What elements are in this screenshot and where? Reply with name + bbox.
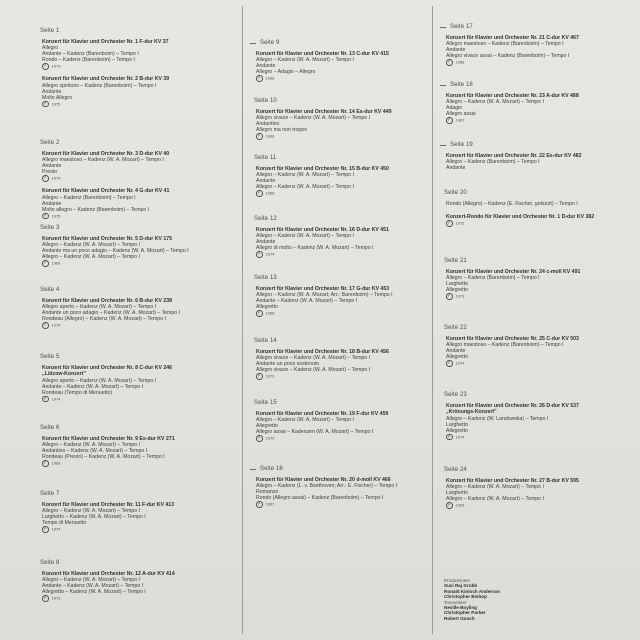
movement-line: Andante – Kadenz (W. A. Mozart) – Tempo I: [256, 298, 358, 305]
concerto-title: Konzert für Klavier und Orchester Nr. 20 d-moll KV 466: [256, 477, 391, 483]
side-marker: [440, 145, 446, 146]
movement-line: Allegro – Kadenz (W. A. Mozart) – Tempo I: [42, 242, 140, 249]
movement-line: Allegro – Kadenz (W. A. Mozart) – Tempo I: [256, 184, 354, 191]
movement-line: Larghetto: [446, 490, 468, 497]
year-value: 1967: [265, 501, 275, 507]
side-label: Seite 8: [40, 560, 60, 566]
concerto-entry: [42, 436, 234, 467]
movement-line: Allegretto: [446, 287, 468, 294]
recording-year: [256, 435, 426, 442]
movement-line: Allegro – Kadenz (W. A. Mozart) – Tempo I: [42, 508, 140, 515]
movement-line: Allegro spiritoso – Kadenz (Barenboim) – Tempo I: [42, 82, 157, 89]
movement-line: Andante: [446, 165, 466, 172]
recording-year: [256, 501, 426, 508]
movement-line: Allegro – Kadenz (W. A. Mozart; Arr.: Barenboim) – Tempo I: [256, 292, 393, 299]
recording-year: [256, 133, 426, 140]
recording-year: [446, 434, 636, 441]
concerto-entry: [446, 214, 636, 227]
side-label: Seite 6: [40, 425, 60, 431]
year-value: 1974: [51, 396, 61, 402]
recording-year: [446, 117, 636, 124]
year-value: 1974: [51, 322, 61, 328]
side-marker: [440, 27, 446, 28]
producers-label: Produzenten: [444, 578, 471, 583]
year-value: 1974: [51, 526, 61, 532]
year-value: 1974: [455, 360, 465, 366]
movement-line: Romanze: [256, 489, 279, 496]
phonogram-icon: P: [42, 101, 49, 108]
movement-line: Rondo – Kadenz (Barenboim) – Tempo I: [42, 57, 135, 64]
movement-line: Andante – Kadenz (W. A. Mozart) – Tempo I: [42, 383, 144, 390]
producer-name: Christopher Bishop: [444, 594, 487, 600]
recording-year: [42, 460, 234, 467]
concerto-title: Konzert für Klavier und Orchester Nr. 23 A-dur KV 488: [446, 93, 579, 99]
movement-line: Presto: [42, 169, 57, 176]
concerto-entry: [446, 403, 636, 440]
movement-line: Allegro maestoso – Kadenz (W. A. Mozart) – Tempo I: [42, 157, 164, 164]
side-label: Seite 5: [40, 354, 60, 360]
phonogram-icon: P: [42, 526, 49, 533]
side-label: Seite 22: [444, 325, 467, 331]
movement-line: Allegro vivace – Kadenz (W. A. Mozart) – Tempo I: [256, 115, 371, 122]
movement-line: Molto allegro – Kadenz (Barenboim) – Tempo I: [42, 206, 150, 213]
concerto-entry: [256, 166, 426, 197]
phonogram-icon: P: [256, 435, 263, 442]
concerto-entry: [256, 477, 426, 508]
movement-line: Allegro: [42, 45, 59, 52]
movement-line: Andante – Kadenz (Barenboim) – Tempo I: [42, 51, 139, 58]
concerto-title: Konzert für Klavier und Orchester Nr. 16 D-dur KV 451: [256, 227, 389, 233]
movement-line: Allegro di molto – Kadenz (W. A. Mozart) – Tempo I: [256, 245, 374, 252]
phonogram-icon: P: [256, 133, 263, 140]
movement-line: Allegretto: [256, 304, 278, 311]
concerto-title: Konzert für Klavier und Orchester Nr. 9 Es-dur KV 271: [42, 436, 175, 442]
phonogram-icon: P: [446, 434, 453, 441]
movement-line: Allegro – Kadenz (W. A. Mozart) – Tempo I: [446, 496, 544, 503]
year-value: 1967: [455, 117, 465, 123]
concerto-entry: [42, 188, 234, 219]
recording-year: [256, 251, 426, 258]
movement-line: Allegro – Kadenz (W. A. Mozart) – Tempo I: [256, 417, 354, 424]
phonogram-icon: P: [42, 322, 49, 329]
concerto-entry: [446, 269, 636, 300]
movement-line: Allegro – Kadenz (Barenboim) – Tempo I: [446, 159, 540, 166]
concerto-entry: [42, 39, 234, 70]
movement-line: Andante: [42, 88, 62, 95]
concerto-title: Konzert für Klavier und Orchester Nr. 8 C-dur KV 246: [42, 365, 173, 371]
movement-line: Allegro – Kadenz (W. A. Mozart) – Tempo I: [42, 577, 140, 584]
recording-year: [256, 75, 426, 82]
phonogram-icon: P: [42, 595, 49, 602]
movement-line: Allegro – Kadenz (W. A. Mozart) – Tempo I: [256, 172, 354, 179]
recording-year: [42, 213, 234, 220]
year-value: 1973: [265, 373, 275, 379]
track-column-2: [250, 0, 426, 640]
side-label: Seite 10: [254, 98, 277, 104]
movement-line: Allegretto – Kadenz (W. A. Mozart) – Tempo I: [42, 589, 146, 596]
movement-line: Andante: [256, 178, 276, 185]
movement-line: Allegretto: [446, 427, 468, 434]
concerto-title: Konzert für Klavier und Orchester Nr. 21 C-dur KV 467: [446, 35, 579, 41]
side-label: Seite 21: [444, 258, 467, 264]
side-label: Seite 2: [40, 140, 60, 146]
side-marker: [250, 43, 256, 44]
recording-year: [446, 360, 636, 367]
movement-line: Allegro – Kadenz (L. v. Beethoven; Arr.: E. Fischer) – Tempo I: [256, 483, 398, 490]
concerto-nickname: „Krönungs-Konzert": [446, 409, 497, 416]
movement-line: Allegro aperto – Kadenz (W. A. Mozart) – Tempo I: [42, 377, 157, 384]
year-value: 1968: [265, 133, 275, 139]
concerto-title: Konzert für Klavier und Orchester Nr. 3 D-dur KV 40: [42, 151, 170, 157]
side-label: Seite 9: [260, 40, 280, 46]
side-label: Seite 3: [40, 225, 60, 231]
year-value: 1973: [51, 63, 61, 69]
concerto-entry: [42, 76, 234, 107]
concerto-title: Konzert für Klavier und Orchester Nr. 19 F-dur KV 459: [256, 411, 389, 417]
movement-line: Andante un poco adagio – Kadenz (W. A. Mozart) – Tempo I: [42, 310, 181, 317]
concerto-entry: [446, 336, 636, 367]
recording-year: [446, 502, 636, 509]
side-label: Seite 20: [444, 190, 467, 196]
side-label: Seite 11: [254, 155, 277, 161]
concerto-entry: [42, 298, 234, 329]
phonogram-icon: P: [256, 310, 263, 317]
concerto-entry: [256, 227, 426, 258]
movement-line: Rondeau (Presto) – Kadenz (W. A. Mozart) – Tempo I: [42, 454, 165, 461]
side-label: Seite 24: [444, 467, 467, 473]
recording-year: [42, 595, 234, 602]
movement-line: Larghetto – Kadenz (W. A. Mozart) – Tempo I: [42, 514, 146, 521]
concerto-entry: [446, 153, 636, 171]
movement-line: Allegro maestoso – Kadenz (Barenboim) – Tempo I: [446, 41, 564, 48]
year-value: 1973: [51, 595, 61, 601]
phonogram-icon: P: [256, 251, 263, 258]
movement-line: Allegro – Kadenz (W. A. Mozart) – Tempo I: [42, 254, 140, 261]
concerto-entry: [446, 93, 636, 124]
phonogram-icon: P: [446, 220, 453, 227]
side-label: Seite 23: [444, 392, 467, 398]
movement-line: Andante: [446, 47, 466, 54]
concerto-entry: [42, 502, 234, 533]
recording-year: [42, 260, 234, 267]
column-divider: [242, 6, 243, 634]
movement-line: Tempo di Menuetto: [42, 520, 87, 527]
year-value: 1974: [265, 251, 275, 257]
phonogram-icon: P: [446, 59, 453, 66]
movement-line: Allegretto: [446, 354, 468, 361]
movement-line: Rondo (Allegro) – Kadenz (E. Fischer, gekürzt) – Tempo I: [446, 201, 578, 207]
recording-year: [256, 373, 426, 380]
producer-name: Suvi Raj Grubb: [444, 583, 478, 589]
recording-year: [256, 310, 426, 317]
recording-year: [42, 101, 234, 108]
movement-line: Allegro – Kadenz (W. A. Mozart) – Tempo I: [42, 442, 140, 449]
phonogram-icon: P: [446, 117, 453, 124]
side-label: Seite 19: [450, 142, 473, 148]
side-label: Seite 15: [254, 400, 277, 406]
movement-line: Allegro vivace assai – Kadenz (Barenboim) – Tempo I: [446, 53, 570, 60]
movement-line: Andante – Kadenz (W. A. Mozart) – Tempo I: [42, 583, 144, 590]
concerto-title: Konzert für Klavier und Orchester Nr. 13 C-dur KV 415: [256, 51, 389, 57]
concerto-title: Konzert für Klavier und Orchester Nr. 17 G-dur KV 453: [256, 286, 390, 292]
concerto-nickname: „Lützow-Konzert": [42, 371, 86, 378]
track-column-3: [440, 0, 636, 640]
phonogram-icon: P: [42, 213, 49, 220]
concerto-title: Konzert für Klavier und Orchester Nr. 2 B-dur KV 39: [42, 76, 170, 83]
movement-line: Andante: [256, 63, 276, 70]
movement-line: Larghetto: [446, 421, 468, 428]
movement-line: Andantino – Kadenz (W. A. Mozart) – Tempo I: [42, 448, 148, 455]
movement-line: Allegro assai – Kadenzen (W. A. Mozart) – Tempo I: [256, 429, 374, 436]
side-label: Seite 13: [254, 275, 277, 281]
year-value: 1972: [455, 220, 465, 226]
engineer-name: Robert Gooch: [444, 615, 475, 621]
movement-line: Larghetto: [446, 281, 468, 288]
phonogram-icon: P: [446, 360, 453, 367]
side-label: Seite 17: [450, 24, 473, 30]
year-value: 1969: [51, 260, 61, 266]
phonogram-icon: P: [256, 75, 263, 82]
recording-year: [42, 63, 234, 70]
movement-line: Allegro vivace – Kadenz (W. A. Mozart) – Tempo I: [256, 367, 371, 374]
movement-line: Allegro – Kadenz (W. A. Mozart) – Tempo I: [446, 484, 544, 491]
movement-line: Allegro – Adagio – Allegro: [256, 69, 316, 76]
movement-line: Andantino: [256, 121, 280, 128]
concerto-title: Konzert für Klavier und Orchester Nr. 1 F-dur KV 37: [42, 39, 169, 45]
year-value: 1968: [265, 75, 275, 81]
movement-line: Rondo (Allegro assai) – Kadenz (Barenboim) – Tempo I: [256, 495, 384, 502]
year-value: 1968: [51, 460, 61, 466]
concerto-title: Konzert für Klavier und Orchester Nr. 22 Es-dur KV 482: [446, 153, 582, 159]
year-value: 1975: [51, 213, 61, 219]
year-value: 1974: [455, 434, 465, 440]
concerto-entry: [256, 286, 426, 317]
recording-year: [256, 190, 426, 197]
movement-line: Andante ma un poco adagio – Kadenz (W. A. Mozart) – Tempo I: [42, 248, 189, 255]
movement-line: Allegro – Kadenz (W. A. Mozart) – Tempo I: [446, 99, 544, 106]
phonogram-icon: P: [446, 502, 453, 509]
phonogram-icon: P: [42, 396, 49, 403]
movement-line: Allegro ma non troppo: [256, 127, 308, 134]
movement-line: Andante: [256, 239, 276, 246]
side-marker: [250, 469, 256, 470]
movement-line: Adagio: [446, 105, 463, 112]
movement-line: Allegro – Kadenz (W. A. Mozart) – Tempo I: [256, 57, 354, 64]
phonogram-icon: P: [42, 175, 49, 182]
engineers-label: Tonmeister: [444, 599, 467, 605]
concerto-title: Konzert für Klavier und Orchester Nr. 6 B-dur KV 238: [42, 298, 173, 304]
concerto-entry: [446, 35, 636, 66]
side-label: Seite 12: [254, 216, 277, 222]
recording-year: [446, 220, 636, 227]
year-value: 1973: [265, 435, 275, 441]
concerto-title: Konzert für Klavier und Orchester Nr. 12 A-dur KV 414: [42, 571, 175, 577]
movement-line: Allegro – Kadenz (Barenboim) – Tempo I: [42, 194, 136, 201]
engineer-name: Neville Boyling: [444, 605, 477, 611]
movement-line: Rondeau (Tempo di Menuetto): [42, 389, 113, 396]
concerto-title: Konzert für Klavier und Orchester Nr. 24 c-moll KV 491: [446, 269, 581, 275]
concerto-title: Konzert für Klavier und Orchester Nr. 18 B-dur KV 456: [256, 349, 389, 355]
side-label: Seite 4: [40, 287, 60, 293]
recording-year: [42, 396, 234, 403]
side-label: Seite 7: [40, 491, 60, 497]
year-value: 1968: [265, 190, 275, 196]
concerto-entry: [42, 236, 234, 267]
year-value: 1975: [51, 175, 61, 181]
movement-line: Molto Allegro: [42, 94, 72, 101]
movement-line: Allegro – Kadenz (Barenboim) – Tempo I: [446, 275, 540, 282]
movement-line: Allegro maestoso – Kadenz (Barenboim) – Tempo I: [446, 342, 564, 349]
concerto-title: Konzert für Klavier und Orchester Nr. 26 D-dur KV 537: [446, 403, 579, 409]
concerto-title: Konzert für Klavier und Orchester Nr. 25 C-dur KV 503: [446, 336, 579, 342]
phonogram-icon: P: [256, 373, 263, 380]
column-divider: [432, 6, 433, 634]
phonogram-icon: P: [42, 460, 49, 467]
movement-line: Andante: [42, 200, 62, 207]
concerto-entry: [42, 571, 234, 602]
phonogram-icon: P: [256, 501, 263, 508]
engineer-name: Christopher Parker: [444, 610, 486, 616]
concerto-entry: [42, 151, 234, 182]
movement-line: Allegro aperto – Kadenz (W. A. Mozart) – Tempo I: [42, 304, 157, 311]
recording-year: [446, 59, 636, 66]
phonogram-icon: P: [42, 260, 49, 267]
recording-year: [42, 175, 234, 182]
side-label: Seite 16: [260, 466, 283, 472]
concerto-title: Konzert für Klavier und Orchester Nr. 27 B-dur KV 595: [446, 478, 579, 484]
movement-line: Andante: [446, 348, 466, 355]
producer-name: Ronald Kinloch Anderson: [444, 588, 501, 594]
concerto-entry: [256, 109, 426, 140]
side-label: Seite 1: [40, 28, 60, 34]
movement-line: Rondeau (Allegro) – Kadenz (W. A. Mozart) – Tempo I: [42, 316, 166, 323]
concerto-title: Konzert für Klavier und Orchester Nr. 14 Es-dur KV 449: [256, 109, 392, 115]
phonogram-icon: P: [446, 293, 453, 300]
phonogram-icon: P: [42, 63, 49, 70]
recording-year: [42, 526, 234, 533]
concerto-entry: [42, 365, 234, 402]
concerto-entry: [256, 51, 426, 82]
concerto-entry: [446, 201, 636, 207]
year-value: 1969: [455, 502, 465, 508]
concerto-entry: [256, 411, 426, 442]
concerto-title: Konzert-Rondo für Klavier und Orchester Nr. 1 D-dur KV 382: [446, 214, 595, 220]
track-column-1: [36, 0, 234, 640]
year-value: 1968: [265, 310, 275, 316]
production-credits: [444, 578, 500, 621]
year-value: 1973: [455, 293, 465, 299]
side-marker: [440, 85, 446, 86]
movement-line: Allegro vivace – Kadenz (W. A. Mozart) – Tempo I: [256, 355, 371, 362]
movement-line: Allegretto: [256, 423, 278, 430]
concerto-title: Konzert für Klavier und Orchester Nr. 4 G-dur KV 41: [42, 188, 170, 195]
year-value: 1975: [51, 101, 61, 107]
concerto-entry: [256, 349, 426, 380]
side-label: Seite 18: [450, 82, 473, 88]
recording-year: [42, 322, 234, 329]
movement-line: Andante: [42, 163, 62, 170]
movement-line: Allegro – Kadenz (W. Landowska) – Tempo I: [446, 415, 549, 422]
year-value: 1968: [455, 59, 465, 65]
side-label: Seite 14: [254, 338, 277, 344]
concerto-title: Konzert für Klavier und Orchester Nr. 5 D-dur KV 175: [42, 236, 173, 242]
movement-line: Allegro – Kadenz (W. A. Mozart) – Tempo I: [256, 233, 354, 240]
movement-line: Andante un poco sostenuto: [256, 361, 320, 368]
concerto-title: Konzert für Klavier und Orchester Nr. 11 F-dur KV 413: [42, 502, 175, 508]
concerto-entry: [446, 478, 636, 509]
concerto-title: Konzert für Klavier und Orchester Nr. 15 B-dur KV 450: [256, 166, 389, 172]
recording-year: [446, 293, 636, 300]
movement-line: Allegro assai: [446, 111, 476, 118]
phonogram-icon: P: [256, 190, 263, 197]
